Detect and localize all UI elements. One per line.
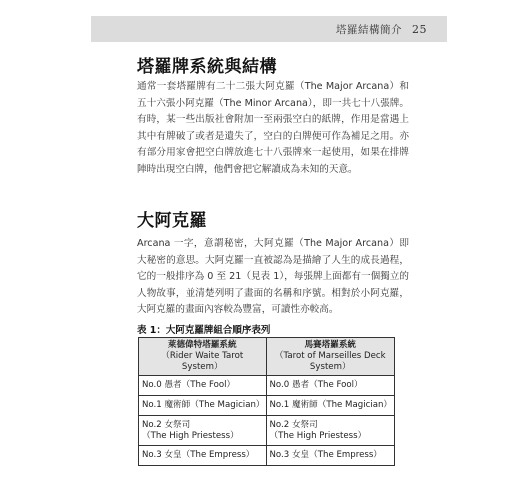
paragraph-tarot-system: 通常一套塔羅牌有二十二張大阿克羅（The Major Arcana）和五十六張小阿克羅（The Minor Arcana），即一共七十八張牌。有時，某一些出版社會附加一至兩張空白的紙牌，作用是當遇上其中有牌破了或者是遺失了，空白的白牌便可作為補足之用。亦有部分用家會把空白牌放進七十八張牌來一起使用，如果在排牌陣時出現空白牌，他們會把它解讀成為未知的天意。 <box>137 81 409 175</box>
major-arcana-table <box>138 337 395 466</box>
running-header <box>91 16 447 42</box>
table-cell: No.0 愚者（The Fool） <box>266 376 395 396</box>
table-cell: No.2 女祭司 （The High Priestess） <box>266 416 395 446</box>
table-row <box>139 396 395 416</box>
table-cell: No.1 魔術師（The Magician） <box>139 396 267 416</box>
table-row <box>139 446 395 466</box>
section-title-tarot-system: 塔羅牌系統與結構 <box>137 57 277 77</box>
header-sub: （Tarot of Marseilles Deck System） <box>274 351 386 372</box>
paragraph-major-arcana: Arcana 一字，意謂秘密，大阿克羅（The Major Arcana）即大秘密的意思。大阿克羅一直被認為是描繪了人生的成長過程，它的一般排序為 0 至 21（見表 1），每張牌上面都有一個獨立的人物故事，並清楚列明了畫面的名稱和序號。相對於小阿克羅，大阿克羅的畫面內容較為豐富，可讀性亦較高。 <box>137 238 409 316</box>
table-cell: No.3 女皇（The Empress） <box>139 446 267 466</box>
table-caption: 表 1：大阿克羅牌組合順序表列 <box>137 325 271 336</box>
header-main: 萊德偉特塔羅系統 <box>167 340 237 350</box>
header-sub: （Rider Waite Tarot System） <box>161 351 244 372</box>
table-cell: No.1 魔術師（The Magician） <box>266 396 395 416</box>
table-row <box>139 376 395 396</box>
table-cell: No.0 愚者（The Fool） <box>139 376 267 396</box>
table-header-row <box>139 338 395 376</box>
table-header-marseilles <box>266 338 395 376</box>
page-number: 25 <box>412 22 427 36</box>
chapter-title: 塔羅結構簡介 <box>336 23 402 36</box>
table-cell: No.3 女皇（The Empress） <box>266 446 395 466</box>
header-main: 馬賽塔羅系統 <box>304 340 357 350</box>
table-row <box>139 416 395 446</box>
table-cell: No.2 女祭司 （The High Priestess） <box>139 416 267 446</box>
section-title-major-arcana: 大阿克羅 <box>137 211 207 231</box>
table-header-rider-waite <box>139 338 267 376</box>
